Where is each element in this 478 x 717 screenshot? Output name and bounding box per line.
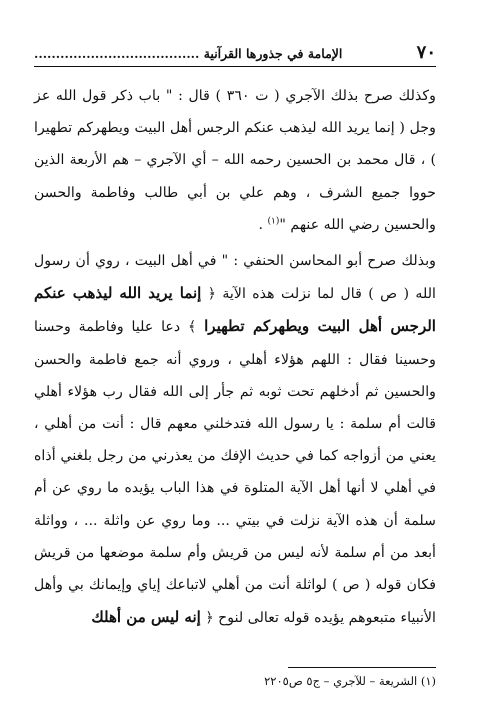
body-text	[34, 80, 436, 634]
paragraph-text: .	[258, 216, 268, 233]
paragraph-text: وبذلك صرح أبو المحاسن الحنفي : " في أهل البيت ، روي أن رسول الله ( ص ) قال لما نزلت هذه الآية ﴿	[34, 253, 436, 303]
footnote-rule	[288, 667, 436, 668]
paragraph-text: وكذلك صرح بذلك الآجري ( ت ٣٦٠ ) قال : " باب ذكر قول الله عز وجل ( إنما يريد الله ليذهب عنكم الرجس أهل البيت ويطهركم تطهيرا ) ، قال محمد بن الحسين رحمه الله – أي الآجري – هم الأربعة الذين حووا جميع الشرف ، وهم علي بن أبي طالب وفاطمة والحسن والحسين رضي الله عنهم "	[34, 88, 436, 233]
page-header	[34, 38, 436, 64]
quran-quote: إنما يريد الله ليذهب عنكم الرجس أهل البيت ويطهركم تطهيرا	[34, 284, 436, 336]
footnote: (١) الشريعة – للآجري – ج٥ ص٢٢٠٥	[264, 674, 436, 688]
footnote-marker: (١)	[267, 216, 280, 227]
running-title: الإمامة في جذورها القرآنية ......................................	[34, 46, 343, 61]
quran-quote: إنه ليس من أهلك	[91, 608, 201, 627]
paragraph	[34, 80, 436, 241]
page-number: ٧٠	[416, 42, 436, 63]
paragraph-text: ﴾ دعا عليا وفاطمة وحسنا وحسينا فقال : اللهم هؤلاء أهلي ، وروي أنه جمع فاطمة والحسن والحسين ثم أدخلهم تحت ثوبه ثم جأر إلى الله فقال رب هؤلاء أهلي قالت أم سلمة : يا رسول الله فتدخلني معهم قال : أنت من أهلي ، يعني من أزواجه كما في حديث الإفك من يعذرني من رجل بلغني أذاه في أهلي لا أنها أهل الآية المتلوة في هذا الباب يؤيده ما روي عن أم سلمة أن هذه الآية نزلت في بيتي ... وما روي عن واثلة ... ، وواثلة أبعد من أم سلمة لأنه ليس من قريش وأم سلمة موضعها من قريش فكان قوله ( ص ) لواثلة أنت من أهلي لاتباعك إياي وإيمانك بي وأهل الأنبياء متبعوهم يؤيده قوله تعالى لنوح ﴿	[34, 319, 436, 627]
paragraph	[34, 245, 436, 634]
header-rule	[34, 66, 436, 67]
